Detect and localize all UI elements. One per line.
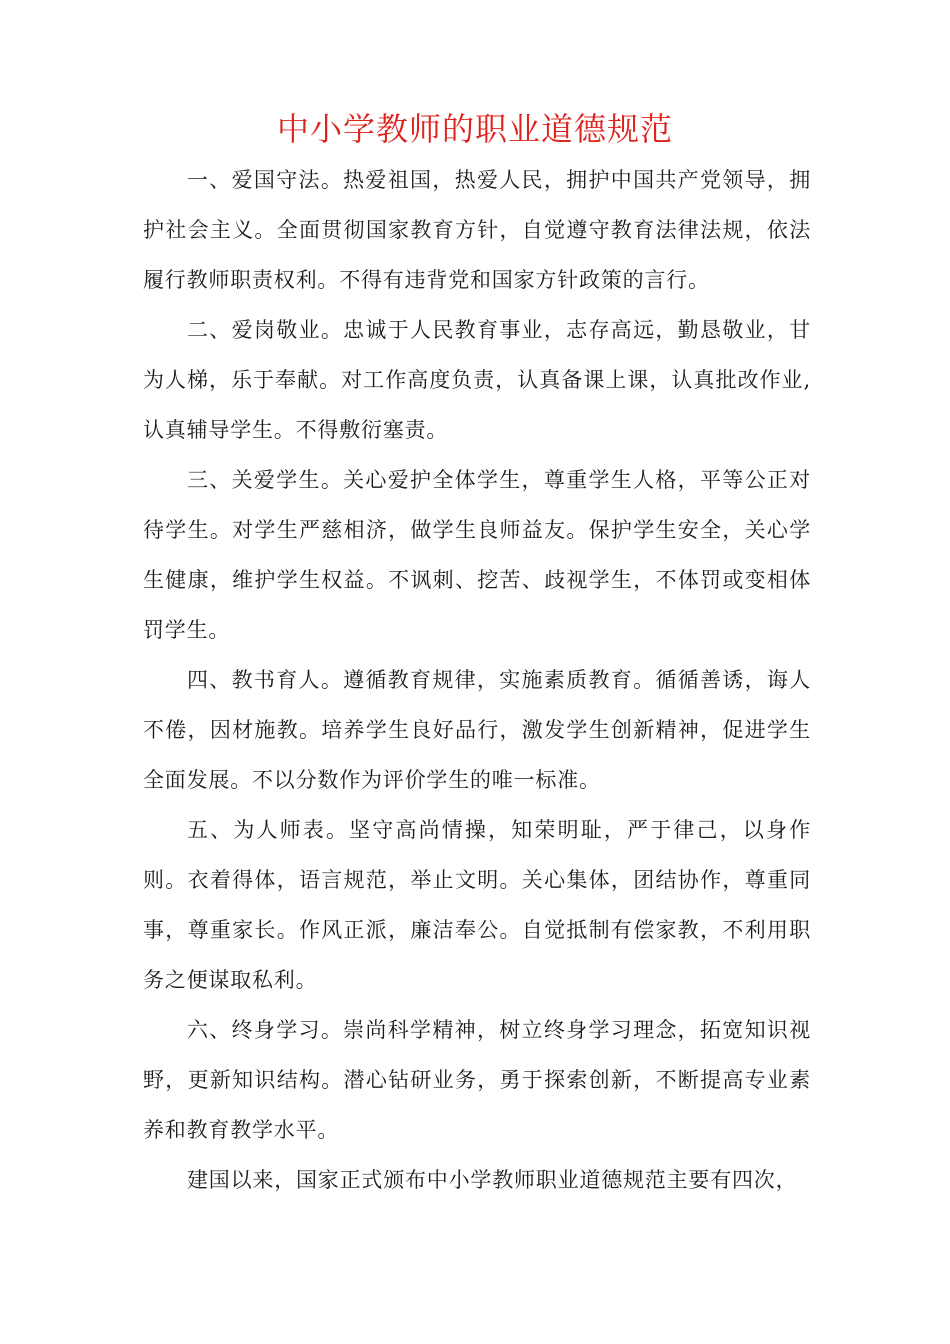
paragraph-history: 建国以来，国家正式颁布中小学教师职业道德规范主要有四次， (187, 1168, 798, 1192)
paragraph-lifelong-learning: 六、终身学习。崇尚科学精神，树立终身学习理念，拓宽知识视野，更新知识结构。潜心钻研业务，勇于探索创新，不断提高专业素养和教育教学水平。 (143, 1018, 811, 1142)
paragraph-patriotism: 一、爱国守法。热爱祖国，热爱人民，拥护中国共产党领导，拥护社会主义。全面贯彻国家教育方针，自觉遵守教育法律法规，依法履行教师职责权利。不得有违背党和国家方针政策的言行。 (143, 168, 811, 292)
paragraph-caring-students: 三、关爱学生。关心爱护全体学生，尊重学生人格，平等公正对待学生。对学生严慈相济，做学生良师益友。保护学生安全，关心学生健康，维护学生权益。不讽刺、挖苦、歧视学生，不体罚或变相体罚学生。 (143, 468, 811, 642)
paragraph-role-model: 五、为人师表。坚守高尚情操，知荣明耻，严于律己，以身作则。衣着得体，语言规范，举止文明。关心集体，团结协作，尊重同事，尊重家长。作风正派，廉洁奉公。自觉抵制有偿家教，不利用职务之便谋取私利。 (143, 818, 811, 992)
page-title: 中小学教师的职业道德规范 (276, 110, 673, 148)
paragraph-dedication: 二、爱岗敬业。忠诚于人民教育事业，志存高远，勤恳敬业，甘为人梯，乐于奉献。对工作高度负责，认真备课上课，认真批改作业,认真辅导学生。不得敷衍塞责。 (143, 318, 811, 442)
paragraph-teaching: 四、教书育人。遵循教育规律，实施素质教育。循循善诱，诲人不倦，因材施教。培养学生良好品行，激发学生创新精神，促进学生全面发展。不以分数作为评价学生的唯一标准。 (143, 668, 811, 792)
document-body (143, 155, 811, 1205)
